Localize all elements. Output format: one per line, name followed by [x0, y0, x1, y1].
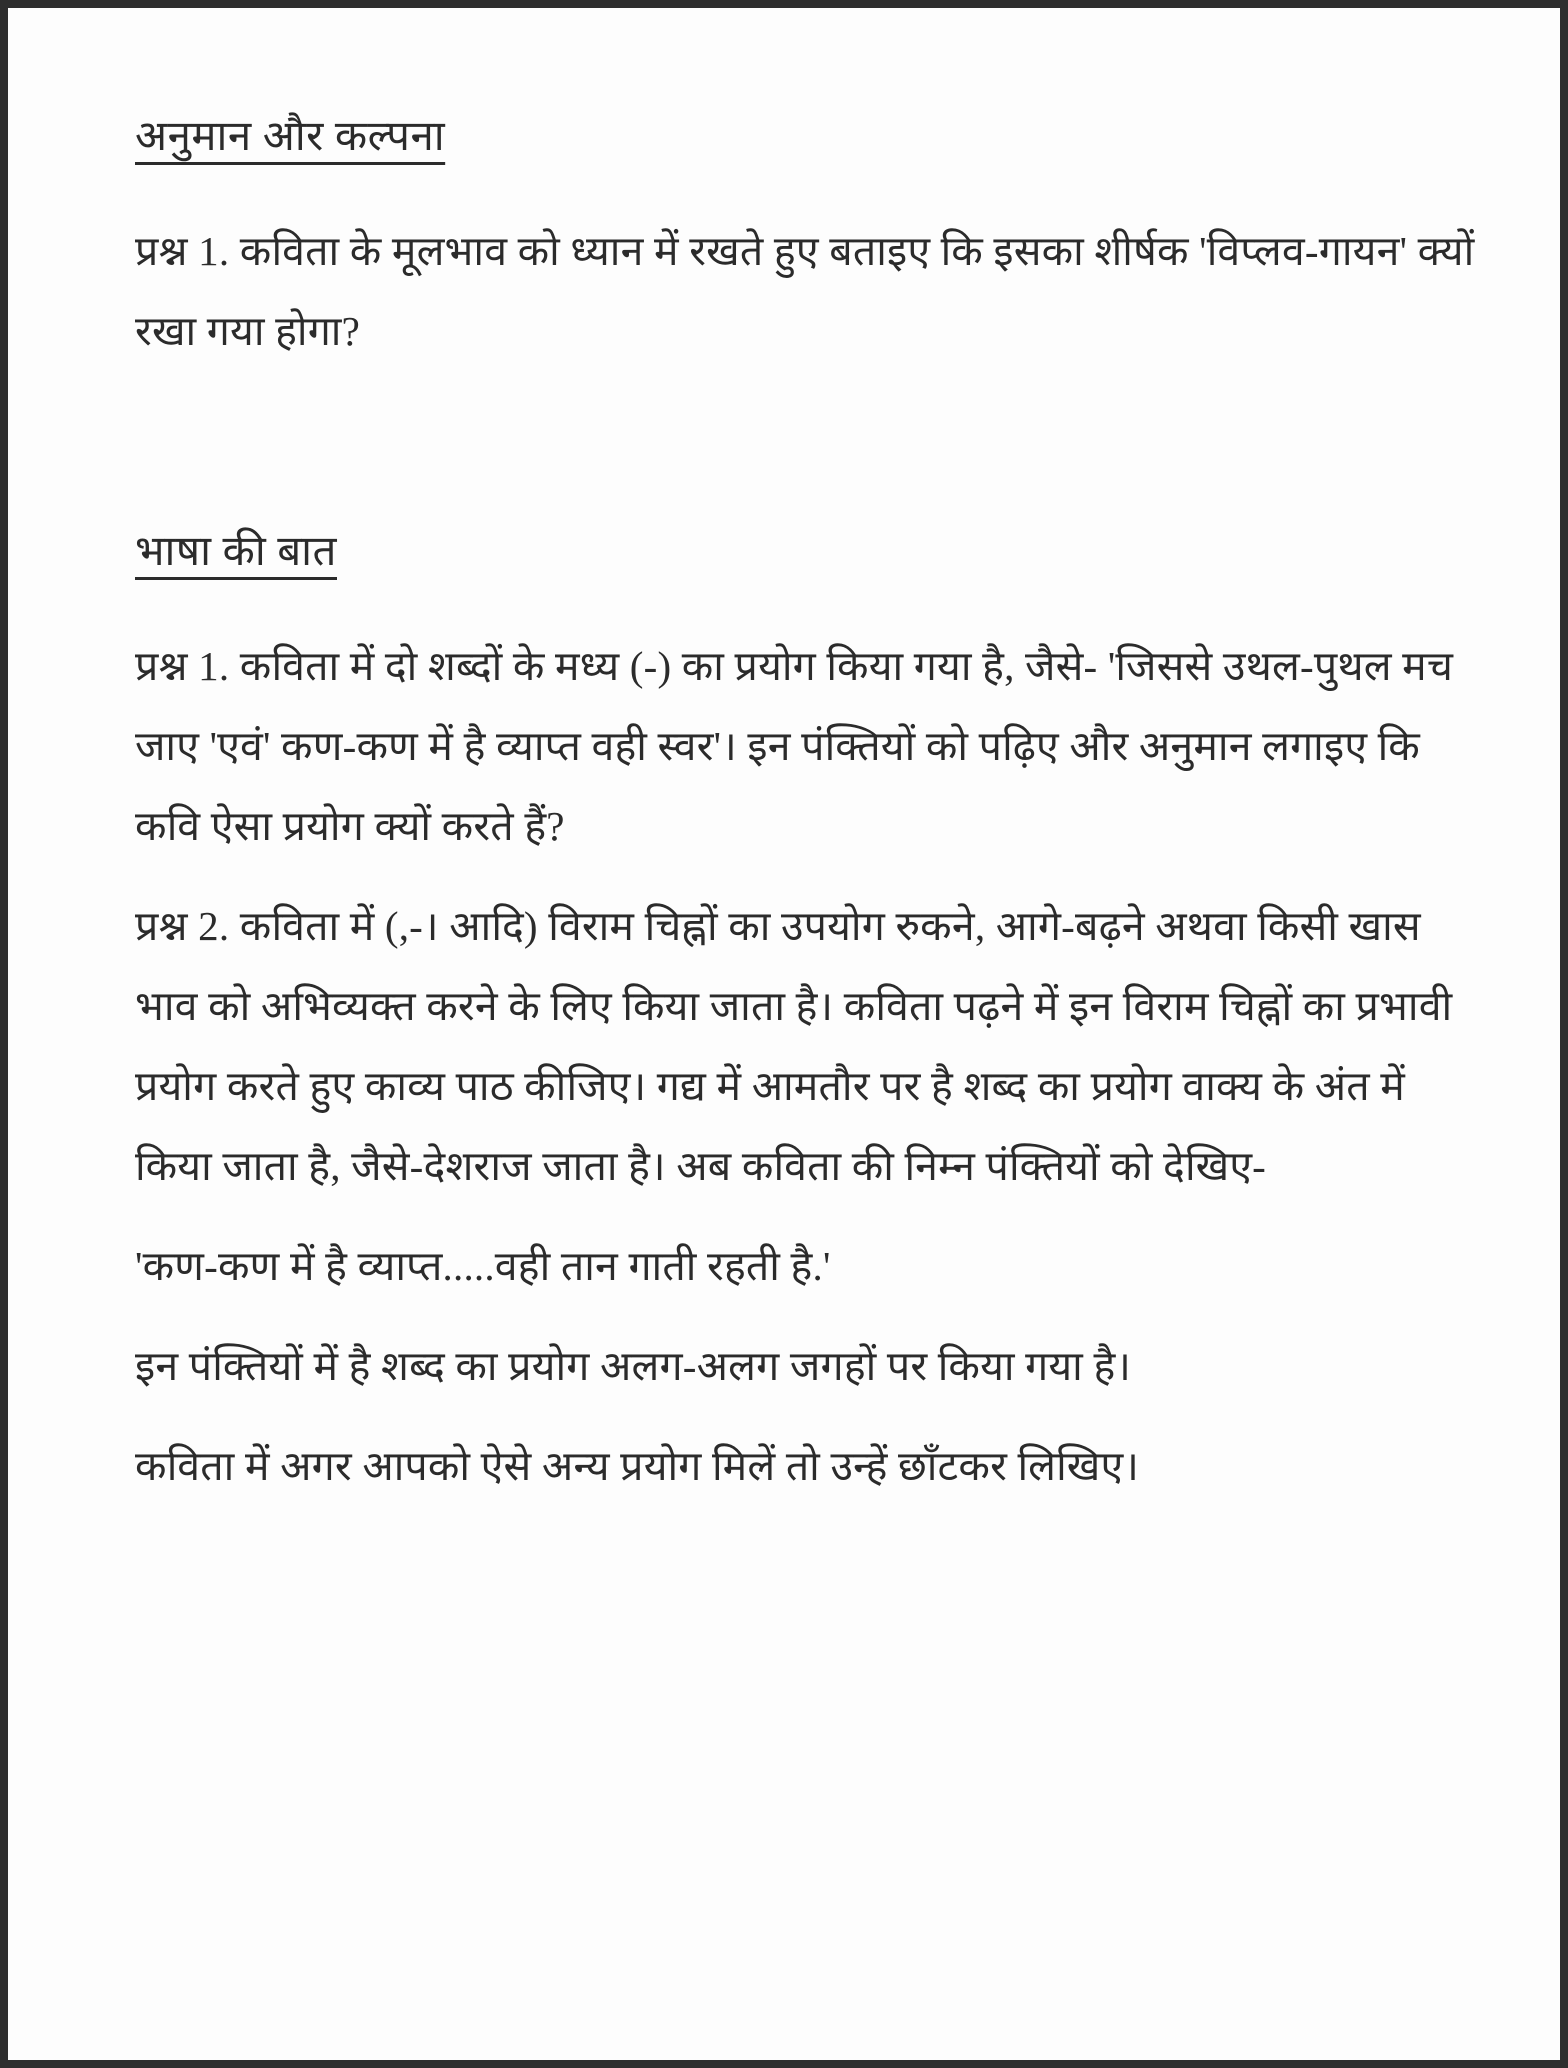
poem-quote-line: 'कण-कण में है व्याप्त.....वही तान गाती रहती है.' [135, 1243, 831, 1289]
section-heading-bhasha-ki-baat: भाषा की बात [135, 529, 337, 575]
page-content [8, 8, 1560, 2060]
question-paragraph: प्रश्न 1. कविता में दो शब्दों के मध्य (-) का प्रयोग किया गया है, जैसे- 'जिससे उथल-पुथल मच जाए 'एवं' कण-कण में है व्याप्त वही स्वर'। इन पंक्तियों को पढ़िए और अनुमान लगाइए कि कवि ऐसा प्रयोग क्यों करते हैं? [135, 643, 1454, 849]
explanation-paragraph: इन पंक्तियों में है शब्द का प्रयोग अलग-अलग जगहों पर किया गया है। [135, 1343, 1132, 1389]
question-paragraph: प्रश्न 1. कविता के मूलभाव को ध्यान में रखते हुए बताइए कि इसका शीर्षक 'विप्लव-गायन' क्यों रखा गया होगा? [135, 228, 1475, 354]
section-bhasha-ki-baat [135, 521, 1480, 1506]
section-heading-anuman-aur-kalpana: अनुमान और कल्पना [135, 114, 446, 160]
instruction-paragraph: कविता में अगर आपको ऐसे अन्य प्रयोग मिलें तो उन्हें छाँटकर लिखिए। [135, 1443, 1140, 1489]
blank-answer-space [135, 391, 1480, 521]
section-anuman-aur-kalpana [135, 106, 1480, 521]
question-paragraph: प्रश्न 2. कविता में (,-। आदि) विराम चिह्नों का उपयोग रुकने, आगे-बढ़ने अथवा किसी खास भाव को अभिव्यक्त करने के लिए किया जाता है। कविता पढ़ने में इन विराम चिह्नों का प्रभावी प्रयोग करते हुए काव्य पाठ कीजिए। गद्य में आमतौर पर है शब्द का प्रयोग वाक्य के अंत में किया जाता है, जैसे-देशराज जाता है। अब कविता की निम्न पंक्तियों को देखिए- [135, 903, 1453, 1189]
